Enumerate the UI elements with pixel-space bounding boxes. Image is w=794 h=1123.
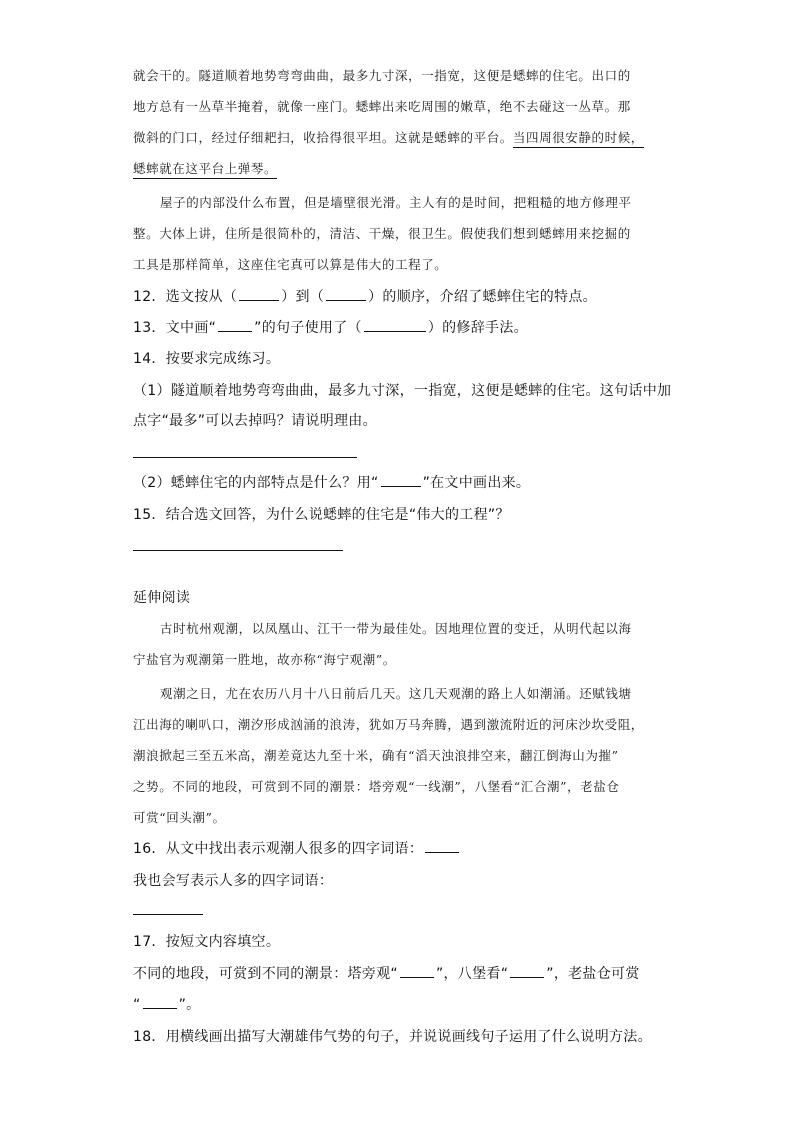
question-15: 15．结合选文回答，为什么说蟋蟀的住宅是“伟大的工程”？ bbox=[133, 507, 510, 523]
underlined-sentence-part2: 蟋蟀就在这平台上弹琴。 bbox=[133, 161, 277, 179]
q17-blank-2[interactable] bbox=[510, 963, 544, 978]
q16-answer-line[interactable] bbox=[133, 914, 203, 915]
question-14-part1-b: 点字“最多”可以去掉吗？请说明理由。 bbox=[133, 413, 377, 429]
passage2-line5: 潮浪掀起三至五米高，潮差竟达九至十米，确有“滔天浊浪排空来，翻江倒海山为摧” bbox=[133, 748, 619, 763]
passage1-line3-text: 微斜的门口，经过仔细耙扫，收拾得很平坦。这就是蟋蟀的平台。 bbox=[133, 130, 513, 145]
question-14-title: 14．按要求完成练习。 bbox=[133, 351, 281, 367]
q16-text: 16．从文中找出表示观潮人很多的四字词语： bbox=[133, 841, 424, 857]
passage1-line1: 就会干的。隧道顺着地势弯弯曲曲，最多九寸深，一指宽，这便是蟋蟀的住宅。出口的 bbox=[133, 68, 631, 83]
question-16-followup: 我也会写表示人多的四字词语： bbox=[133, 873, 334, 889]
passage1-line4 bbox=[133, 159, 277, 177]
q17-text-c: ”，老盐仓可赏 bbox=[546, 966, 640, 982]
passage1-line5: 屋子的内部没什么布置，但是墙壁很光滑。主人有的是时间，把粗糙的地方修理平 bbox=[160, 195, 632, 210]
passage2-line1: 古时杭州观潮，以凤凰山、江干一带为最佳处。因地理位置的变迁，从明代起以海 bbox=[160, 621, 632, 636]
question-12 bbox=[133, 286, 597, 306]
question-17-line bbox=[133, 963, 640, 983]
q12-text-a: 12．选文按从（ bbox=[133, 289, 238, 305]
underlined-sentence-part1: 当四周很安静的时候， bbox=[513, 130, 644, 148]
q17-text-a: 不同的地段，可赏到不同的潮景：塔旁观“ bbox=[133, 966, 398, 982]
question-17-line2 bbox=[133, 994, 200, 1014]
q17-blank-1[interactable] bbox=[400, 963, 434, 978]
q17-text-e: ”。 bbox=[178, 997, 201, 1013]
passage2-line3: 观潮之日，尤在农历八月十八日前后几天。这几天观潮的路上人如潮涌。还赋钱塘 bbox=[160, 686, 632, 701]
passage1-line2: 地方总有一丛草半掩着，就像一座门。蟋蟀出来吃周围的嫩草，绝不去碰这一丛草。那 bbox=[133, 99, 631, 114]
q15-answer-line[interactable] bbox=[133, 550, 343, 551]
q13-text-a: 13．文中画“ bbox=[133, 320, 217, 336]
q13-text-b: ”的句子使用了（ bbox=[254, 320, 362, 336]
passage1-line7: 工具是那样简单，这座住宅真可以算是伟大的工程了。 bbox=[133, 257, 448, 272]
passage2-line4: 江出海的喇叭口，潮汐形成汹涌的浪涛，犹如万马奔腾，遇到激流附近的河床沙坎受阻， bbox=[133, 717, 644, 732]
passage1-line3 bbox=[133, 128, 644, 146]
q13-blank-2[interactable] bbox=[364, 317, 426, 332]
q17-blank-3[interactable] bbox=[143, 994, 177, 1009]
question-13 bbox=[133, 317, 528, 337]
q12-text-b: ）到（ bbox=[281, 289, 325, 305]
question-14-part1-a: （1）隧道顺着地势弯弯曲曲，最多九寸深，一指宽，这便是蟋蟀的住宅。这句话中加 bbox=[133, 383, 672, 399]
passage2-line2: 宁盐官为观潮第一胜地，故亦称“海宁观潮”。 bbox=[133, 652, 396, 667]
q17-text-d: “ bbox=[133, 997, 141, 1013]
passage2-line7: 可赏“回头潮”。 bbox=[133, 810, 226, 825]
q14-blank[interactable] bbox=[381, 472, 421, 487]
question-17-title: 17．按短文内容填空。 bbox=[133, 934, 281, 950]
q14-p2-text-a: （2）蟋蟀住宅的内部特点是什么？用“ bbox=[133, 475, 379, 491]
q12-blank-2[interactable] bbox=[326, 286, 366, 301]
q14-p2-text-b: ”在文中画出来。 bbox=[422, 475, 531, 491]
q16-blank[interactable] bbox=[425, 838, 459, 853]
q14-answer-line[interactable] bbox=[133, 457, 357, 458]
q12-text-c: ）的顺序，介绍了蟋蟀住宅的特点。 bbox=[368, 289, 597, 305]
q13-blank-1[interactable] bbox=[218, 317, 252, 332]
passage1-line6: 整。大体上讲，住所是很简朴的，清洁、干燥，很卫生。假使我们想到蟋蟀用来挖掘的 bbox=[133, 226, 631, 241]
q17-text-b: ”，八堡看“ bbox=[435, 966, 509, 982]
q12-blank-1[interactable] bbox=[239, 286, 279, 301]
passage2-line6: 之势。不同的地段，可赏到不同的潮景：塔旁观“一线潮”，八堡看“汇合潮”，老盐仓 bbox=[133, 779, 620, 794]
section-heading: 延伸阅读 bbox=[133, 590, 191, 606]
question-18: 18．用横线画出描写大潮雄伟气势的句子，并说说画线句子运用了什么说明方法。 bbox=[133, 1029, 652, 1045]
q13-text-c: ）的修辞手法。 bbox=[427, 320, 528, 336]
question-14-part2 bbox=[133, 472, 530, 492]
question-16 bbox=[133, 838, 461, 858]
